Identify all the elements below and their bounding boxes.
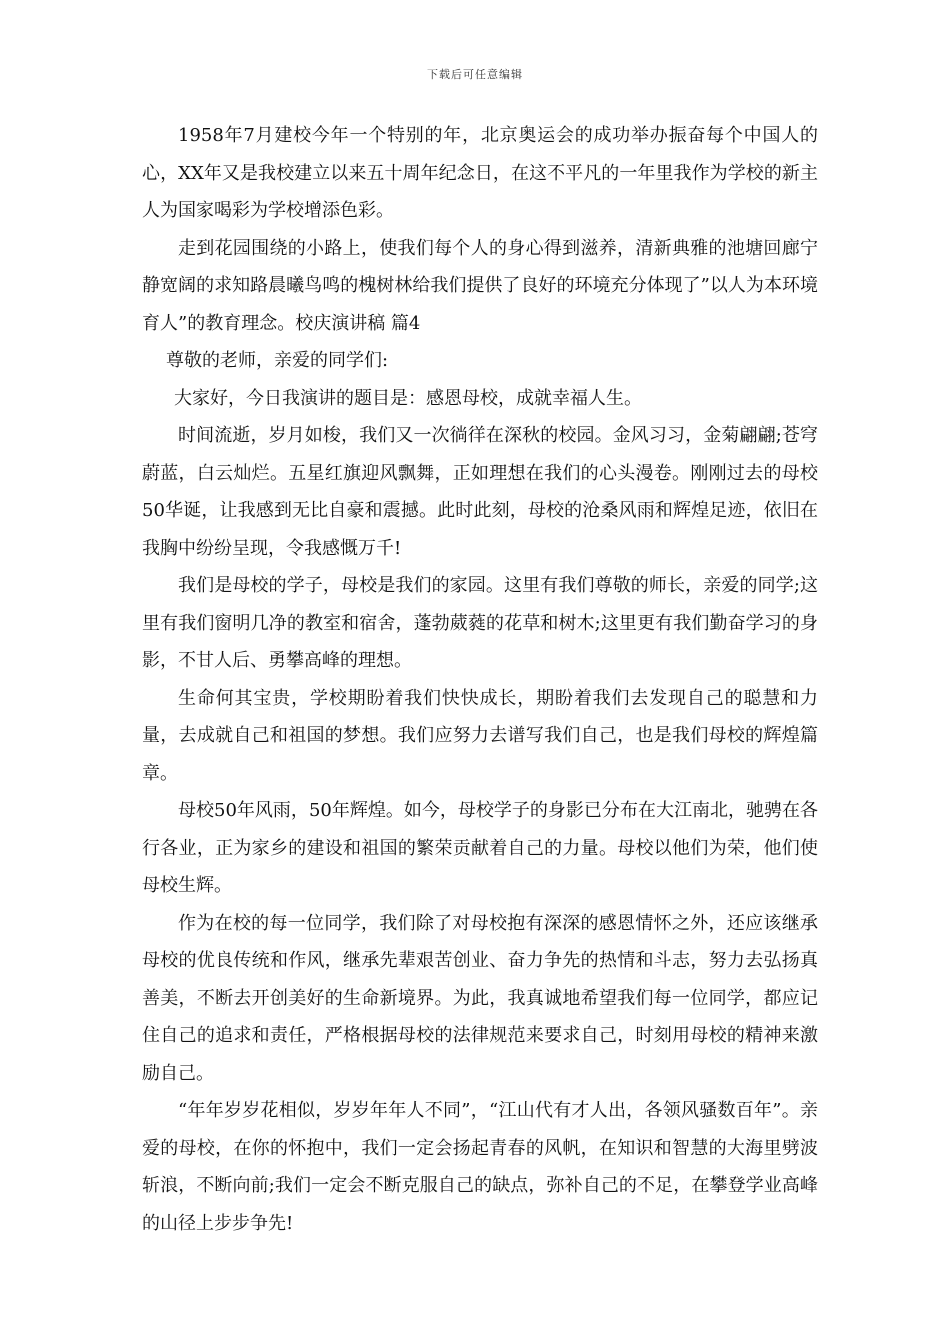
paragraph-salutation: 尊敬的老师，亲爱的同学们:	[166, 350, 389, 371]
paragraph-topic: 大家好，今日我演讲的题目是：感恩母校，成就幸福人生。	[174, 387, 642, 409]
paragraph-home: 我们是母校的学子，母校是我们的家园。这里有我们尊敬的师长，亲爱的同学;这里有我们窗明几净的教室和宿舍，蓬勃葳蕤的花草和树木;这里更有我们勤奋学习的身影，不甘人后、勇攀高峰的理想。	[142, 575, 818, 671]
paragraph-life: 生命何其宝贵，学校期盼着我们快快成长，期盼着我们去发现自己的聪慧和力量，去成就自己和祖国的梦想。我们应努力去谱写我们自己，也是我们母校的辉煌篇章。	[142, 687, 818, 784]
header-note: 下载后可任意编辑	[427, 68, 523, 81]
paragraph-closing: “年年岁岁花相似，岁岁年年人不同”，“江山代有才人出，各领风骚数百年”。亲爱的母校，在你的怀抱中，我们一定会扬起青春的风帆，在知识和智慧的大海里劈波斩浪，不断向前;我们一定会不断克服自己的缺点，弥补自己的不足，在攀登学业高峰的山径上步步争先!	[142, 1100, 818, 1234]
paragraph-fifty-years: 母校50年风雨，50年辉煌。如今，母校学子的身影已分布在大江南北，驰骋在各行各业，正为家乡的建设和祖国的繁荣贡献着自己的力量。母校以他们为荣，他们使母校生辉。	[142, 800, 818, 896]
paragraph-founding: 1958年7月建校今年一个特别的年，北京奥运会的成功举办振奋每个中国人的心，XX年又是我校建立以来五十周年纪念日，在这不平凡的一年里我作为学校的新主人为国家喝彩为学校增添色彩。	[142, 125, 819, 221]
paragraph-campus: 走到花园围绕的小路上，使我们每个人的身心得到滋养，清新典雅的池塘回廊宁静宽阔的求知路晨曦鸟鸣的槐树林给我们提供了良好的环境充分体现了”以人为本环境育人”的教育理念。校庆演讲稿 篇4	[142, 237, 818, 334]
paragraph-each-student: 作为在校的每一位同学，我们除了对母校抱有深深的感恩情怀之外，还应该继承母校的优良传统和作风，继承先辈艰苦创业、奋力争先的热情和斗志，努力去弘扬真善美，不断去开创美好的生命新境界。为此，我真诚地希望我们每一位同学，都应记住自己的追求和责任，严格根据母校的法律规范来要求自己，时刻用母校的精神来激励自己。	[142, 912, 818, 1084]
paragraph-autumn: 时间流逝，岁月如梭，我们又一次徜徉在深秋的校园。金风习习，金菊翩翩;苍穹蔚蓝，白云灿烂。五星红旗迎风飘舞，正如理想在我们的心头漫卷。刚刚过去的母校50华诞，让我感到无比自豪和震撼。此时此刻，母校的沧桑风雨和辉煌足迹，依旧在我胸中纷纷呈现，令我感慨万千!	[142, 425, 818, 559]
document-body	[142, 117, 818, 1242]
